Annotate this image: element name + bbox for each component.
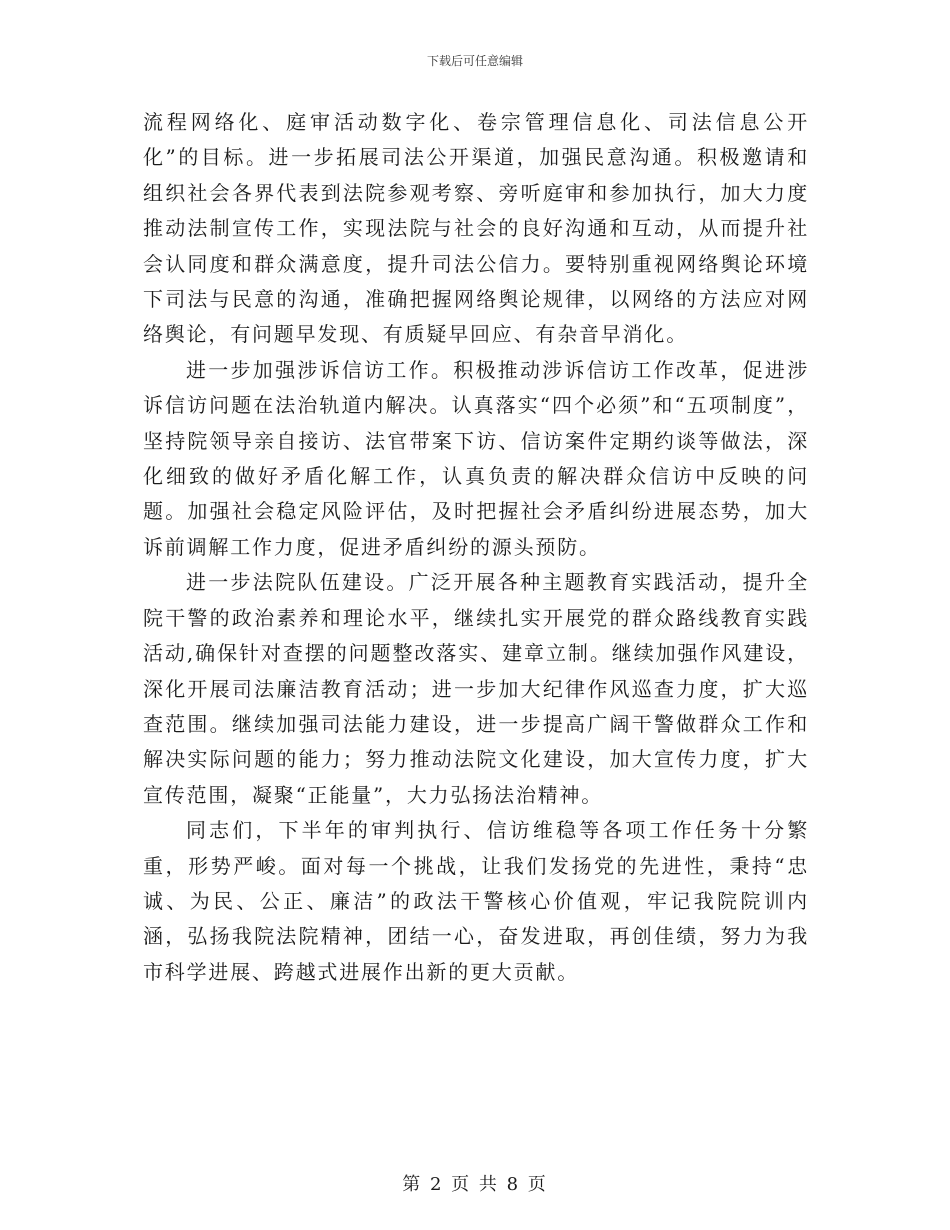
- paragraph-3: 进一步法院队伍建设。广泛开展各种主题教育实践活动，提升全院干警的政治素养和理论水平，继续扎实开展党的群众路线教育实践活动,确保针对查摆的问题整改落实、建章立制。继续加强作风建设，深化开展司法廉洁教育活动；进一步加大纪律作风巡查力度，扩大巡查范围。继续加强司法能力建设，进一步提高广阔干警做群众工作和解决实际问题的能力；努力推动法院文化建设，加大宣传力度，扩大宣传范围，凝聚“正能量”，大力弘扬法治精神。: [143, 570, 809, 807]
- paragraph-1: 流程网络化、庭审活动数字化、卷宗管理信息化、司法信息公开化”的目标。进一步拓展司法公开渠道，加强民意沟通。积极邀请和组织社会各界代表到法院参观考察、旁听庭审和参加执行，加大力度推动法制宣传工作，实现法院与社会的良好沟通和互动，从而提升社会认同度和群众满意度，提升司法公信力。要特别重视网络舆论环境下司法与民意的沟通，准确把握网络舆论规律，以网络的方法应对网络舆论，有问题早发现、有质疑早回应、有杂音早消化。: [143, 110, 809, 347]
- page-header-note: 下载后可任意编辑: [426, 54, 523, 68]
- paragraph-4: 同志们，下半年的审判执行、信访维稳等各项工作任务十分繁重，形势严峻。面对每一个挑战，让我们发扬党的先进性，秉持“忠诚、为民、公正、廉洁”的政法干警核心价值观，牢记我院院训内涵，弘扬我院法院精神，团结一心，奋发进取，再创佳绩，努力为我市科学进展、跨越式进展作出新的更大贡献。: [143, 818, 809, 984]
- document-body: [143, 105, 809, 990]
- page-number: 第 2 页 共 8 页: [402, 1174, 548, 1195]
- paragraph-2: 进一步加强涉诉信访工作。积极推动涉诉信访工作改革，促进涉诉信访问题在法治轨道内解决。认真落实“四个必须”和“五项制度”，坚持院领导亲自接访、法官带案下访、信访案件定期约谈等做法，深化细致的做好矛盾化解工作，认真负责的解决群众信访中反映的问题。加强社会稳定风险评估，及时把握社会矛盾纠纷进展态势，加大诉前调解工作力度，促进矛盾纠纷的源头预防。: [143, 357, 809, 559]
